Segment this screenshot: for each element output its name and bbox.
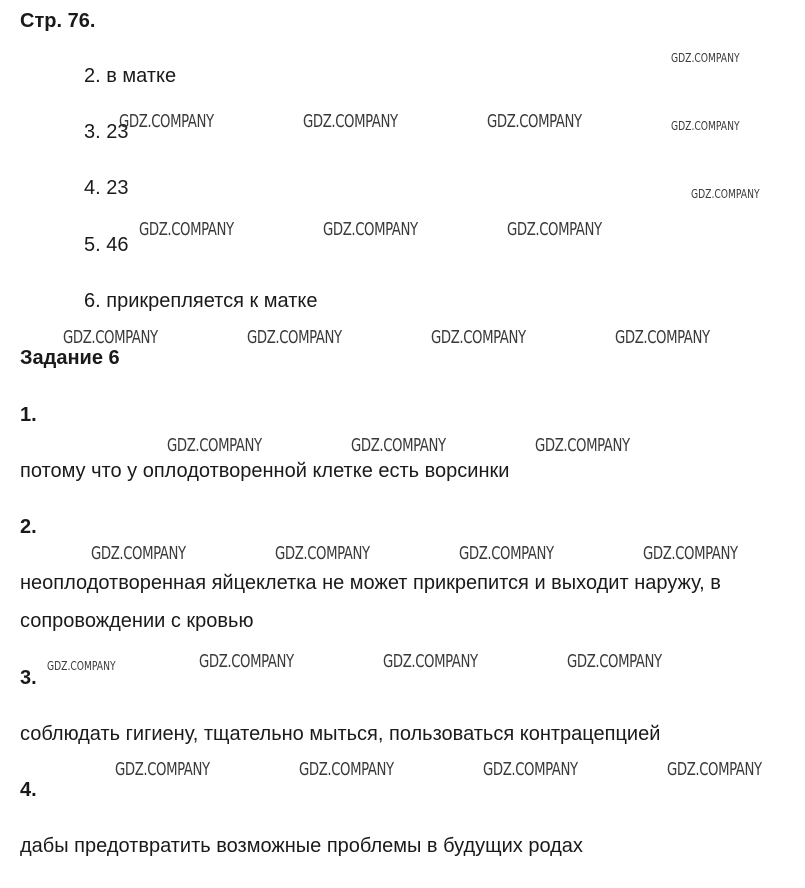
task-heading: Задание 6 (20, 347, 120, 369)
watermark-small: GDZ.COMPANY (671, 119, 740, 133)
watermark: GDZ.COMPANY (167, 435, 262, 456)
watermark: GDZ.COMPANY (303, 111, 398, 132)
watermark: GDZ.COMPANY (483, 759, 578, 780)
watermark: GDZ.COMPANY (91, 543, 186, 564)
watermark: GDZ.COMPANY (535, 435, 630, 456)
watermark: GDZ.COMPANY (507, 219, 602, 240)
watermark: GDZ.COMPANY (351, 435, 446, 456)
list-item: 3. 23 (84, 121, 129, 143)
watermark: GDZ.COMPANY (119, 111, 214, 132)
watermark: GDZ.COMPANY (459, 543, 554, 564)
answer-number: 1. (20, 404, 37, 426)
answer-text: соблюдать гигиену, тщательно мыться, пользоваться контрацепцией (20, 723, 661, 745)
watermark: GDZ.COMPANY (299, 759, 394, 780)
watermark: GDZ.COMPANY (199, 651, 294, 672)
list-item: 6. прикрепляется к матке (84, 290, 318, 312)
list-item: 5. 46 (84, 234, 129, 256)
answer-number: 2. (20, 516, 37, 538)
watermark: GDZ.COMPANY (323, 219, 418, 240)
answer-text: дабы предотвратить возможные проблемы в будущих родах (20, 835, 583, 857)
answer-number: 4. (20, 779, 37, 801)
watermark: GDZ.COMPANY (383, 651, 478, 672)
watermark: GDZ.COMPANY (247, 327, 342, 348)
watermark: GDZ.COMPANY (275, 543, 370, 564)
answer-number: 3. (20, 667, 37, 689)
watermark: GDZ.COMPANY (487, 111, 582, 132)
watermark-small: GDZ.COMPANY (691, 187, 760, 201)
watermark: GDZ.COMPANY (567, 651, 662, 672)
list-item: 2. в матке (84, 65, 177, 87)
watermark-small: GDZ.COMPANY (47, 659, 116, 673)
watermark-small: GDZ.COMPANY (671, 51, 740, 65)
answer-text: сопровождении с кровью (20, 610, 254, 632)
page-title: Стр. 76. (20, 10, 96, 32)
watermark: GDZ.COMPANY (667, 759, 762, 780)
watermark: GDZ.COMPANY (63, 327, 158, 348)
answer-text: потому что у оплодотворенной клетке есть ворсинки (20, 460, 510, 482)
watermark: GDZ.COMPANY (139, 219, 234, 240)
watermark: GDZ.COMPANY (615, 327, 710, 348)
watermark: GDZ.COMPANY (115, 759, 210, 780)
list-item: 4. 23 (84, 177, 129, 199)
answer-text: неоплодотворенная яйцеклетка не может прикрепится и выходит наружу, в (20, 572, 721, 594)
watermark: GDZ.COMPANY (643, 543, 738, 564)
watermark: GDZ.COMPANY (431, 327, 526, 348)
